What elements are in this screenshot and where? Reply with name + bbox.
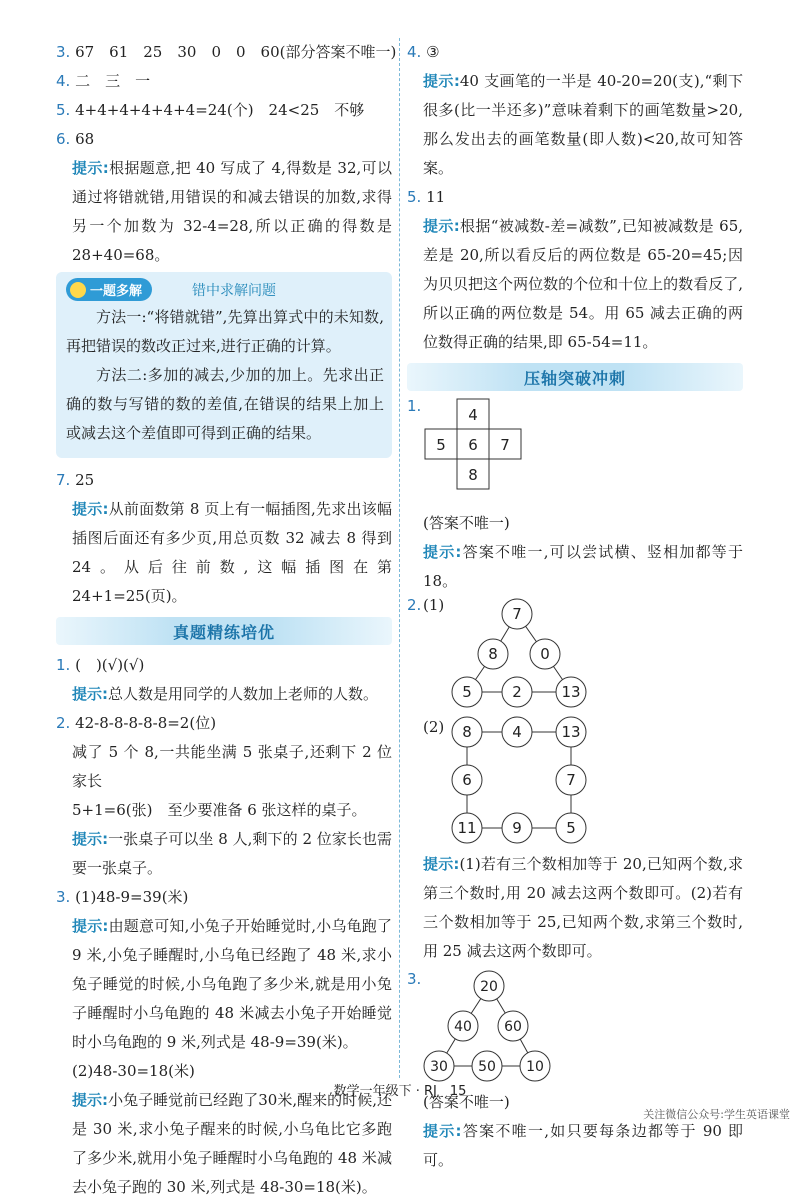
- answer-5: 5. 4+4+4+4+4+4=24(个) 24<25 不够: [56, 101, 365, 119]
- grid-value: 8: [468, 466, 478, 484]
- hint-r4: 提示:40 支画笔的一半是 40-20=20(支),“剩下很多(比一半还多)”意味着剩下的画笔数量>20,那么发出去的画笔数量(即人数)<20,故可知答案。: [423, 72, 743, 177]
- answer-r5: 5. 11: [407, 188, 446, 206]
- grid-value: 7: [500, 436, 510, 454]
- node-value: 13: [561, 723, 581, 741]
- section-banner-zhenti: 真题精练培优: [56, 617, 392, 645]
- answer-7: 7. 25: [56, 471, 95, 489]
- problem-1-hint: 提示:答案不唯一,可以尝试横、竖相加都等于 18。: [423, 543, 743, 590]
- problem-1: 1. 4 5 6 7 8: [407, 397, 743, 509]
- zhenti-hint-2: 提示:一张桌子可以坐 8 人,剩下的 2 位家长也需要一张桌子。: [72, 830, 392, 877]
- node-value: 10: [526, 1059, 544, 1075]
- node-value: 40: [454, 1019, 472, 1035]
- cross-grid: [419, 397, 529, 509]
- triangle-puzzle-1: [447, 596, 627, 718]
- node-value: 9: [512, 819, 522, 837]
- node-value: 0: [540, 645, 550, 663]
- node-value: 11: [457, 819, 477, 837]
- node-value: 7: [566, 771, 576, 789]
- node-value: 50: [478, 1059, 496, 1075]
- problem-3-note: (答案不唯一): [423, 1093, 510, 1111]
- triangle-puzzle-3: [421, 970, 581, 1088]
- node-value: 4: [512, 723, 522, 741]
- zhenti-answer-2-result: 5+1=6(张) 至少要准备 6 张这样的桌子。: [72, 801, 367, 819]
- tip-method-1: 方法一:“将错就错”,先算出算式中的未知数,再把错误的数改正过来,进行正确的计算。: [66, 308, 384, 355]
- problem-3: 3. 20 40 60 30 50 10: [407, 970, 743, 1088]
- grid-value: 6: [468, 436, 478, 454]
- tip-header: [66, 278, 384, 301]
- answer-r4: 4. ③: [407, 43, 440, 61]
- section-banner-yazhou: 压轴突破冲刺: [407, 363, 743, 391]
- node-value: 5: [462, 683, 472, 701]
- rectangle-puzzle-2: [447, 716, 627, 850]
- answer-3: 3. 67 61 25 30 0 0 60(部分答案不唯一): [56, 43, 397, 61]
- node-value: 6: [462, 771, 472, 789]
- node-value: 2: [512, 683, 522, 701]
- hint-6: 提示:根据题意,把 40 写成了 4,得数是 32,可以通过将错就错,用错误的和减去错误的加数,求得另一个加数为 32-4=28,所以正确的得数是 28+40=68。: [72, 159, 392, 264]
- tip-method-2: 方法二:多加的减去,少加的加上。先求出正确的数与写错的数的差值,在错误的结果上加上或减去这个差值即可得到正确的结果。: [66, 366, 384, 442]
- lightbulb-icon: [70, 282, 86, 298]
- node-value: 13: [561, 683, 581, 701]
- zhenti-hint-3-2: 提示:小兔子睡觉前已经跑了30米,醒来的时候,还是 30 米,求小兔子醒来的时候,小乌龟比它多跑了多少米,就用小兔子睡醒时小乌龟跑的 48 米减去小兔子跑的 30 米,列式是 48-30=18(米)。: [72, 1091, 393, 1196]
- zhenti-answer-3-2: (2)48-30=18(米): [72, 1062, 195, 1080]
- problem-2: 2. (1) 7 8 0 5 2 13 (2) 8 4 13 6 7 11 9 5: [407, 596, 743, 850]
- tip-title: 错中求解问题: [192, 282, 277, 299]
- node-value: 5: [566, 819, 576, 837]
- problem-3-hint: 提示:答案不唯一,如只要每条边都等于 90 即可。: [423, 1122, 743, 1169]
- grid-value: 5: [436, 436, 446, 454]
- node-value: 7: [512, 605, 522, 623]
- zhenti-answer-2: 2. 42-8-8-8-8-8=2(位): [56, 714, 217, 732]
- problem-2-hint: 提示:(1)若有三个数相加等于 20,已知两个数,求第三个数时,用 20 减去这两个数即可。(2)若有三个数相加等于 25,已知两个数,求第三个数时,用 25 减去这两个数即可。: [423, 855, 744, 960]
- hint-7: 提示:从前面数第 8 页上有一幅插图,先求出该幅插图后面还有多少页,用总页数 32 减去 8 得到 24。从后往前数,这幅插图在第 24+1=25(页)。: [72, 500, 392, 605]
- left-column: [56, 38, 397, 1202]
- node-value: 20: [480, 979, 498, 995]
- zhenti-answer-1: 1. ( )(√)(√): [56, 656, 145, 674]
- node-value: 30: [430, 1059, 448, 1075]
- watermark: 关注微信公众号:学生英语课堂: [643, 1108, 790, 1121]
- column-divider: [399, 38, 400, 1078]
- zhenti-hint-3-1: 提示:由题意可知,小兔子开始睡觉时,小乌龟跑了 9 米,小兔子睡醒时,小乌龟已经跑了 48 米,求小兔子睡觉的时候,小乌龟跑了多少米,就是用小兔子睡醒时小乌龟跑的 48 米减去小兔子开始睡觉时小乌龟跑的 9 米,列式是 48-9=39(米)。: [72, 917, 392, 1051]
- grid-value: 4: [468, 406, 478, 424]
- answer-6: 6. 68: [56, 130, 95, 148]
- zhenti-answer-3: 3. (1)48-9=39(米): [56, 888, 189, 906]
- right-column: [407, 38, 743, 1175]
- page-footer: 数学一年级下 · RJ 15: [333, 1084, 467, 1099]
- tip-badge: 一题多解: [66, 278, 152, 301]
- problem-1-note: (答案不唯一): [423, 514, 510, 532]
- zhenti-answer-2-explain: 减了 5 个 8,一共能坐满 5 张桌子,还剩下 2 位家长: [72, 743, 392, 790]
- node-value: 8: [462, 723, 472, 741]
- hint-r5: 提示:根据“被减数-差=减数”,已知被减数是 65,差是 20,所以看反后的两位数是 65-20=45;因为贝贝把这个两位数的个位和十位上的数看反了,所以正确的两位数是 54。用 65 减去正确的两位数得正确的结果,即 65-54=11。: [423, 217, 744, 351]
- answer-4: 4. 二 三 一: [56, 72, 151, 90]
- multi-solution-box: [56, 272, 392, 458]
- node-value: 60: [504, 1019, 522, 1035]
- node-value: 8: [488, 645, 498, 663]
- zhenti-hint-1: 提示:总人数是用同学的人数加上老师的人数。: [72, 685, 379, 703]
